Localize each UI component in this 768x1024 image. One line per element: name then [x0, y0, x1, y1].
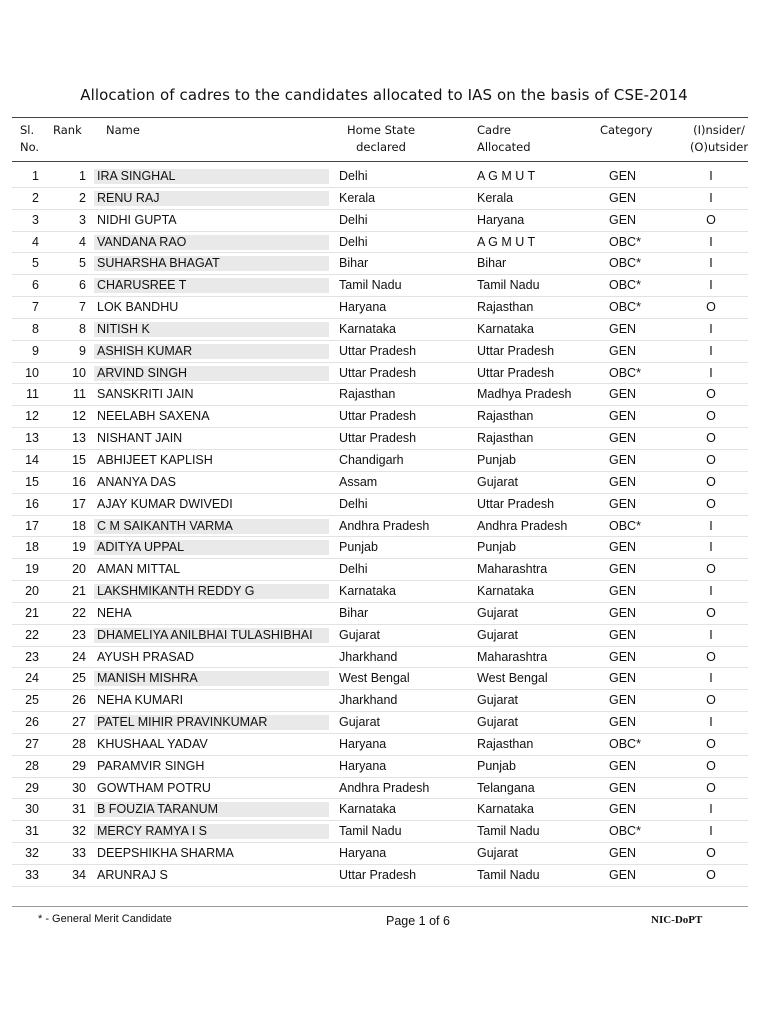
cell-rank: 32 — [72, 824, 86, 839]
cell-rank: 34 — [72, 868, 86, 882]
cell-home-state: Delhi — [339, 562, 368, 577]
cell-rank: 2 — [79, 190, 86, 205]
cell-rank: 6 — [79, 278, 86, 293]
cell-category: GEN — [609, 431, 637, 446]
cell-sl-no: 25 — [25, 693, 39, 708]
cell-rank: 5 — [79, 256, 86, 271]
cell-rank: 8 — [79, 321, 86, 336]
cell-rank: 21 — [72, 584, 86, 599]
cell-cadre: Bihar — [477, 256, 507, 271]
cell-home-state: Rajasthan — [339, 387, 396, 402]
cell-insider-outsider: I — [709, 256, 713, 271]
cell-sl-no: 31 — [25, 824, 39, 839]
cell-cadre: Gujarat — [477, 846, 518, 861]
header-home-state: Home State declared — [346, 123, 416, 154]
cell-insider-outsider: O — [706, 693, 716, 708]
cell-sl-no: 29 — [25, 780, 39, 795]
cell-insider-outsider: I — [709, 824, 713, 839]
cell-cadre: Punjab — [477, 452, 516, 467]
table-row — [0, 494, 768, 516]
cell-name: ADITYA UPPAL — [94, 540, 329, 555]
cell-sl-no: 14 — [25, 452, 39, 467]
table-row — [0, 799, 768, 821]
table-row — [0, 625, 768, 647]
cell-home-state: Bihar — [339, 256, 369, 271]
cell-category: OBC* — [609, 256, 641, 271]
table-row — [0, 843, 768, 865]
cell-sl-no: 18 — [25, 540, 39, 555]
cell-rank: 16 — [72, 474, 86, 489]
cell-cadre: Gujarat — [477, 693, 518, 708]
table-row — [0, 668, 768, 690]
cell-category: GEN — [609, 627, 637, 642]
cell-rank: 7 — [79, 300, 86, 315]
cell-rank: 4 — [79, 234, 86, 249]
cell-insider-outsider: O — [706, 846, 716, 861]
cell-rank: 9 — [79, 343, 86, 358]
cell-category: GEN — [609, 758, 637, 773]
cell-category: GEN — [609, 496, 637, 511]
cell-category: GEN — [609, 693, 637, 708]
cell-home-state: West Bengal — [339, 671, 410, 686]
cell-home-state: Uttar Pradesh — [339, 868, 417, 882]
cell-rank: 12 — [72, 409, 86, 424]
cell-sl-no: 4 — [32, 234, 39, 249]
row-divider — [12, 886, 748, 887]
footnote: * - General Merit Candidate — [38, 913, 172, 925]
cell-insider-outsider: O — [706, 474, 716, 489]
cell-cadre: Rajasthan — [477, 431, 534, 446]
cell-sl-no: 26 — [25, 715, 39, 730]
cell-name: NITISH K — [94, 322, 329, 337]
cell-cadre: Tamil Nadu — [477, 824, 540, 839]
cell-name: NISHANT JAIN — [97, 431, 183, 446]
cell-category: GEN — [609, 715, 637, 730]
cell-insider-outsider: O — [706, 562, 716, 577]
cell-sl-no: 13 — [25, 431, 39, 446]
cell-rank: 27 — [72, 715, 86, 730]
footer-rule — [12, 906, 748, 907]
cell-category: OBC* — [609, 736, 641, 751]
cell-rank: 24 — [72, 649, 86, 664]
cell-cadre: Punjab — [477, 758, 516, 773]
cell-rank: 28 — [72, 736, 86, 751]
cell-insider-outsider: O — [706, 649, 716, 664]
cell-sl-no: 5 — [32, 256, 39, 271]
cell-home-state: Gujarat — [339, 715, 380, 730]
cell-home-state: Gujarat — [339, 627, 380, 642]
header-rank: Rank — [53, 123, 82, 137]
cell-sl-no: 2 — [32, 190, 39, 205]
cell-sl-no: 3 — [32, 212, 39, 227]
page-title: Allocation of cadres to the candidates allocated to IAS on the basis of CSE-2014 — [80, 86, 688, 104]
table-row — [0, 210, 768, 232]
cell-rank: 15 — [72, 452, 86, 467]
cell-sl-no: 21 — [25, 605, 39, 620]
cell-insider-outsider: I — [709, 365, 713, 380]
cell-home-state: Haryana — [339, 736, 387, 751]
cell-cadre: Punjab — [477, 540, 516, 555]
cell-rank: 3 — [79, 212, 86, 227]
page-number: Page 1 of 6 — [386, 914, 450, 928]
cell-rank: 30 — [72, 780, 86, 795]
cell-sl-no: 16 — [25, 496, 39, 511]
cell-insider-outsider: I — [709, 540, 713, 555]
cell-home-state: Andhra Pradesh — [339, 518, 430, 533]
cell-cadre: Maharashtra — [477, 562, 548, 577]
table-row — [0, 428, 768, 450]
cell-category: GEN — [609, 212, 637, 227]
cell-home-state: Karnataka — [339, 321, 396, 336]
cell-category: GEN — [609, 562, 637, 577]
cell-sl-no: 22 — [25, 627, 39, 642]
cell-rank: 22 — [72, 605, 86, 620]
cell-cadre: Andhra Pradesh — [477, 518, 568, 533]
cell-home-state: Punjab — [339, 540, 378, 555]
cell-insider-outsider: I — [709, 584, 713, 599]
cell-home-state: Uttar Pradesh — [339, 365, 417, 380]
cell-cadre: Rajasthan — [477, 300, 534, 315]
cell-rank: 25 — [72, 671, 86, 686]
cell-home-state: Jharkhand — [339, 693, 398, 708]
cell-category: GEN — [609, 802, 637, 817]
cell-category: OBC* — [609, 234, 641, 249]
cell-insider-outsider: I — [709, 190, 713, 205]
cell-sl-no: 32 — [25, 846, 39, 861]
cell-home-state: Andhra Pradesh — [339, 780, 430, 795]
table-row — [0, 778, 768, 800]
publisher-mark: NIC-DoPT — [651, 914, 703, 926]
table-row — [0, 232, 768, 254]
cell-category: OBC* — [609, 518, 641, 533]
cell-cadre: Gujarat — [477, 627, 518, 642]
cell-sl-no: 23 — [25, 649, 39, 664]
cell-rank: 13 — [72, 431, 86, 446]
cell-cadre: Karnataka — [477, 321, 534, 336]
cell-home-state: Delhi — [339, 212, 368, 227]
cell-category: GEN — [609, 409, 637, 424]
table-row — [0, 406, 768, 428]
cell-sl-no: 30 — [25, 802, 39, 817]
cell-insider-outsider: I — [709, 343, 713, 358]
cell-sl-no: 20 — [25, 584, 39, 599]
cell-name: SANSKRITI JAIN — [97, 387, 194, 402]
cell-cadre: Telangana — [477, 780, 535, 795]
cell-home-state: Uttar Pradesh — [339, 343, 417, 358]
cell-cadre: Gujarat — [477, 474, 518, 489]
cell-home-state: Bihar — [339, 605, 369, 620]
cell-home-state: Tamil Nadu — [339, 824, 402, 839]
cell-insider-outsider: I — [709, 715, 713, 730]
cell-name: NIDHI GUPTA — [97, 212, 177, 227]
cell-rank: 23 — [72, 627, 86, 642]
cell-name: GOWTHAM POTRU — [97, 780, 211, 795]
cell-home-state: Uttar Pradesh — [339, 431, 417, 446]
cell-category: GEN — [609, 671, 637, 686]
cell-sl-no: 28 — [25, 758, 39, 773]
cell-name: NEHA KUMARI — [97, 693, 184, 708]
cell-category: GEN — [609, 649, 637, 664]
cell-category: GEN — [609, 605, 637, 620]
cell-insider-outsider: O — [706, 452, 716, 467]
cell-home-state: Haryana — [339, 846, 387, 861]
cell-category: GEN — [609, 387, 637, 402]
cell-home-state: Haryana — [339, 758, 387, 773]
cell-name: MANISH MISHRA — [94, 671, 329, 686]
cell-name: RENU RAJ — [94, 191, 329, 206]
table-row — [0, 581, 768, 603]
cell-rank: 18 — [72, 518, 86, 533]
table-row — [0, 384, 768, 406]
cell-rank: 11 — [73, 387, 86, 402]
cell-cadre: Gujarat — [477, 605, 518, 620]
table-row — [0, 734, 768, 756]
cell-home-state: Assam — [339, 474, 378, 489]
cell-insider-outsider: O — [706, 605, 716, 620]
cell-name: SUHARSHA BHAGAT — [94, 256, 329, 271]
cell-name: AJAY KUMAR DWIVEDI — [97, 496, 233, 511]
cell-name: PATEL MIHIR PRAVINKUMAR — [94, 715, 329, 730]
cell-home-state: Delhi — [339, 169, 368, 183]
cell-home-state: Uttar Pradesh — [339, 409, 417, 424]
cell-category: GEN — [609, 780, 637, 795]
cell-home-state: Chandigarh — [339, 452, 404, 467]
cell-name: DEEPSHIKHA SHARMA — [97, 846, 234, 861]
cell-cadre: Tamil Nadu — [477, 278, 540, 293]
allocation-table-body — [0, 166, 768, 887]
cell-name: VANDANA RAO — [94, 235, 329, 250]
cell-insider-outsider: O — [706, 868, 716, 882]
table-row — [0, 363, 768, 385]
table-row — [0, 712, 768, 734]
cell-cadre: Karnataka — [477, 584, 534, 599]
cell-home-state: Delhi — [339, 496, 368, 511]
cell-category: GEN — [609, 321, 637, 336]
cell-insider-outsider: I — [709, 169, 713, 183]
header-bottom-rule — [12, 161, 748, 162]
cell-category: GEN — [609, 474, 637, 489]
table-row — [0, 319, 768, 341]
cell-rank: 10 — [72, 365, 86, 380]
cell-sl-no: 33 — [25, 868, 39, 882]
cell-name: ARUNRAJ S — [97, 868, 168, 882]
cell-insider-outsider: O — [706, 496, 716, 511]
cell-insider-outsider: I — [709, 627, 713, 642]
cell-name: KHUSHAAL YADAV — [97, 736, 208, 751]
table-row — [0, 756, 768, 778]
cell-rank: 1 — [79, 169, 86, 183]
cell-name: NEELABH SAXENA — [97, 409, 210, 424]
cell-rank: 33 — [72, 846, 86, 861]
cell-name: MERCY RAMYA I S — [94, 824, 329, 839]
cell-sl-no: 19 — [25, 562, 39, 577]
cell-rank: 31 — [72, 802, 86, 817]
cell-rank: 19 — [72, 540, 86, 555]
cell-insider-outsider: O — [706, 431, 716, 446]
cell-cadre: Tamil Nadu — [477, 868, 540, 882]
cell-insider-outsider: O — [706, 780, 716, 795]
cell-cadre: Maharashtra — [477, 649, 548, 664]
cell-home-state: Jharkhand — [339, 649, 398, 664]
cell-rank: 20 — [72, 562, 86, 577]
cell-cadre: Rajasthan — [477, 736, 534, 751]
cell-category: OBC* — [609, 824, 641, 839]
cell-home-state: Delhi — [339, 234, 368, 249]
header-sl-no: Sl. No. — [20, 123, 40, 154]
cell-home-state: Tamil Nadu — [339, 278, 402, 293]
cell-rank: 26 — [72, 693, 86, 708]
cell-name: AYUSH PRASAD — [97, 649, 195, 664]
cell-insider-outsider: I — [709, 671, 713, 686]
cell-name: ASHISH KUMAR — [94, 344, 329, 359]
table-row — [0, 647, 768, 669]
cell-cadre: Uttar Pradesh — [477, 365, 555, 380]
cell-category: OBC* — [609, 365, 641, 380]
table-row — [0, 516, 768, 538]
cell-category: GEN — [609, 343, 637, 358]
cell-name: PARAMVIR SINGH — [97, 758, 205, 773]
cell-sl-no: 10 — [25, 365, 39, 380]
cell-sl-no: 9 — [32, 343, 39, 358]
cell-name: LAKSHMIKANTH REDDY G — [94, 584, 329, 599]
cell-insider-outsider: I — [709, 234, 713, 249]
cell-sl-no: 8 — [32, 321, 39, 336]
cell-home-state: Karnataka — [339, 802, 396, 817]
cell-cadre: A G M U T — [477, 169, 536, 183]
table-row — [0, 275, 768, 297]
cell-cadre: A G M U T — [477, 234, 536, 249]
cell-cadre: Rajasthan — [477, 409, 534, 424]
cell-insider-outsider: O — [706, 758, 716, 773]
table-row — [0, 188, 768, 210]
table-row — [0, 865, 768, 887]
cell-insider-outsider: O — [706, 387, 716, 402]
cell-category: GEN — [609, 190, 637, 205]
cell-sl-no: 7 — [32, 300, 39, 315]
header-insider-outsider: (I)nsider/ (O)utsider — [689, 123, 749, 154]
header-name: Name — [106, 123, 140, 137]
cell-sl-no: 24 — [25, 671, 39, 686]
cell-sl-no: 1 — [32, 169, 39, 183]
cell-category: GEN — [609, 169, 637, 183]
table-row — [0, 450, 768, 472]
table-row — [0, 297, 768, 319]
cell-sl-no: 17 — [25, 518, 39, 533]
table-row — [0, 341, 768, 363]
table-row — [0, 603, 768, 625]
cell-category: GEN — [609, 846, 637, 861]
cell-insider-outsider: O — [706, 736, 716, 751]
cell-cadre: Gujarat — [477, 715, 518, 730]
cell-name: ANANYA DAS — [97, 474, 176, 489]
table-row — [0, 690, 768, 712]
cell-cadre: Uttar Pradesh — [477, 496, 555, 511]
cell-rank: 17 — [72, 496, 86, 511]
cell-cadre: Karnataka — [477, 802, 534, 817]
cell-cadre: Uttar Pradesh — [477, 343, 555, 358]
cell-rank: 29 — [72, 758, 86, 773]
cell-cadre: Haryana — [477, 212, 525, 227]
cell-sl-no: 6 — [32, 278, 39, 293]
table-row — [0, 472, 768, 494]
cell-cadre: Madhya Pradesh — [477, 387, 572, 402]
cell-category: GEN — [609, 540, 637, 555]
cell-name: ARVIND SINGH — [94, 366, 329, 381]
cell-cadre: Kerala — [477, 190, 514, 205]
table-row — [0, 253, 768, 275]
cell-sl-no: 15 — [25, 474, 39, 489]
cell-sl-no: 12 — [25, 409, 39, 424]
cell-name: AMAN MITTAL — [97, 562, 181, 577]
cell-insider-outsider: I — [709, 802, 713, 817]
cell-category: OBC* — [609, 300, 641, 315]
header-category: Category — [600, 123, 653, 137]
cell-insider-outsider: I — [709, 518, 713, 533]
table-row — [0, 537, 768, 559]
cell-category: GEN — [609, 868, 637, 882]
cell-home-state: Haryana — [339, 300, 387, 315]
table-row — [0, 821, 768, 843]
cell-sl-no: 27 — [25, 736, 39, 751]
cell-insider-outsider: O — [706, 212, 716, 227]
cell-category: GEN — [609, 584, 637, 599]
cell-insider-outsider: O — [706, 300, 716, 315]
cell-cadre: West Bengal — [477, 671, 548, 686]
cell-insider-outsider: O — [706, 409, 716, 424]
cell-name: LOK BANDHU — [97, 300, 179, 315]
cell-category: GEN — [609, 452, 637, 467]
cell-name: C M SAIKANTH VARMA — [94, 519, 329, 534]
cell-home-state: Kerala — [339, 190, 376, 205]
table-row — [0, 559, 768, 581]
header-top-rule — [12, 117, 748, 118]
cell-home-state: Karnataka — [339, 584, 396, 599]
header-cadre-allocated: Cadre Allocated — [477, 123, 531, 154]
cell-category: OBC* — [609, 278, 641, 293]
table-row — [0, 166, 768, 188]
cell-insider-outsider: I — [709, 278, 713, 293]
cell-name: IRA SINGHAL — [94, 169, 329, 184]
cell-name: B FOUZIA TARANUM — [94, 802, 329, 817]
cell-name: ABHIJEET KAPLISH — [97, 452, 213, 467]
cell-name: NEHA — [97, 605, 132, 620]
cell-name: CHARUSREE T — [94, 278, 329, 293]
cell-name: DHAMELIYA ANILBHAI TULASHIBHAI — [94, 628, 329, 643]
cell-insider-outsider: I — [709, 321, 713, 336]
cell-sl-no: 11 — [26, 387, 39, 402]
